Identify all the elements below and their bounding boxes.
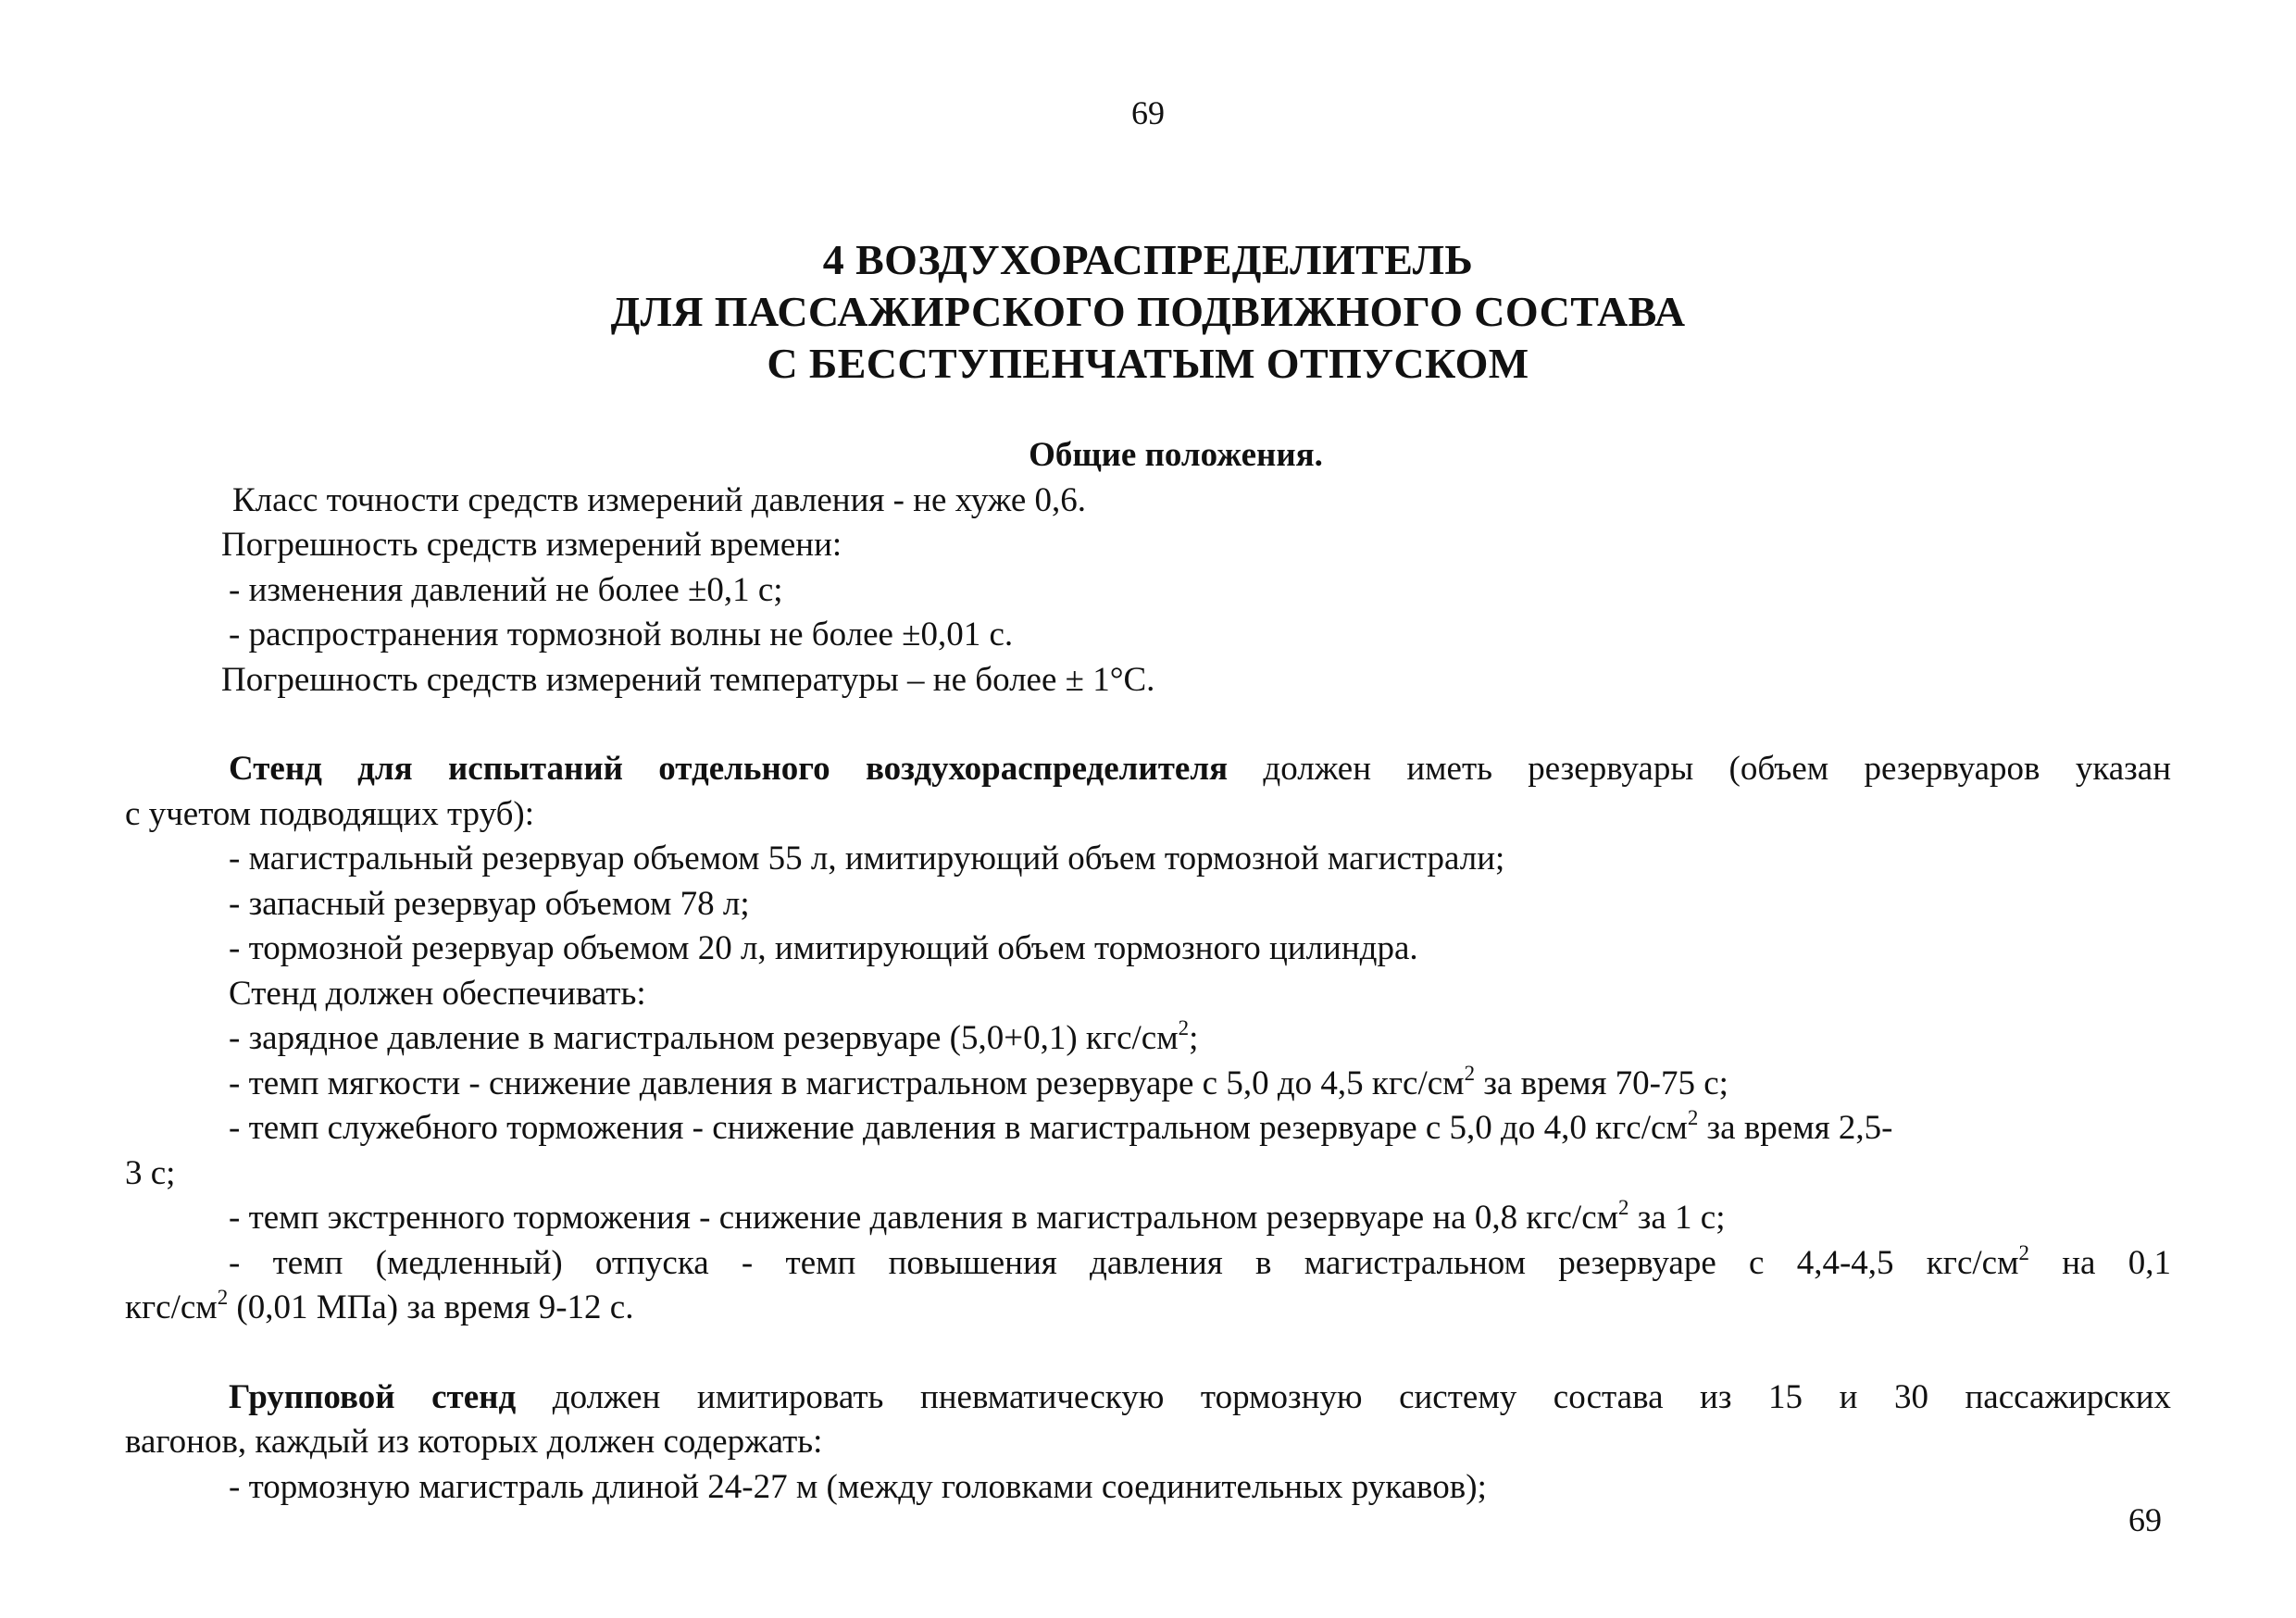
emergency-braking-item <box>125 1196 2171 1241</box>
paragraph-gap <box>125 703 2171 747</box>
release-rate-end: на 0,1 <box>2028 1243 2171 1282</box>
release-rate-text: - темп (медленный) отпуска - темп повышения давления в магистральном резервуаре с 4,4-4,5 кгс/см <box>229 1243 2019 1282</box>
stand-intro-line-1 <box>125 747 2171 792</box>
softness-rate-text: - темп мягкости - снижение давления в магистральном резервуаре с 5,0 до 4,5 кгс/см <box>229 1064 1465 1102</box>
group-stand-bold-lead: Групповой стенд <box>229 1377 517 1416</box>
softness-rate-superscript: 2 <box>1464 1061 1476 1085</box>
stand-intro-rest: должен иметь резервуары (объем резервуаров указан <box>1263 750 2172 788</box>
group-stand-rest: должен имитировать пневматическую тормозную систему состава из 15 и 30 пассажирских <box>552 1377 2172 1416</box>
charge-pressure-end: ; <box>1189 1019 1199 1057</box>
release-rate-unit: кгс/см <box>125 1288 218 1326</box>
time-error-heading: Погрешность средств измерений времени: <box>221 526 842 564</box>
service-braking-item-continued: 3 с; <box>125 1153 176 1192</box>
pressure-change-error-item: - изменения давлений не более ±0,1 с; <box>229 570 783 609</box>
softness-rate-item <box>125 1062 2171 1107</box>
release-rate-superscript: 2 <box>2018 1240 2029 1264</box>
temperature-error-text: Погрешность средств измерений температуры – не более ± 1°С. <box>221 660 1155 699</box>
release-rate-unit-superscript: 2 <box>217 1286 229 1310</box>
group-stand-line-1 <box>125 1375 2171 1421</box>
emergency-braking-superscript: 2 <box>1618 1196 1629 1220</box>
chapter-title-line-1: 4 ВОЗДУХОРАСПРЕДЕЛИТЕЛЬ <box>822 236 1474 283</box>
service-braking-end: за время 2,5- <box>1698 1109 1893 1147</box>
stand-intro-bold-lead: Стенд для испытаний отдельного воздухораспределителя <box>229 750 1229 788</box>
page-number-bottom: 69 <box>2128 1501 2162 1538</box>
chapter-title <box>0 234 2296 390</box>
charge-pressure-item <box>125 1016 2171 1062</box>
paragraph-gap <box>125 1331 2171 1375</box>
page-number-top: 69 <box>1131 94 1165 131</box>
document-body <box>125 433 2171 1510</box>
pressure-accuracy-text: Класс точности средств измерений давления - не хуже 0,6. <box>232 480 1087 519</box>
main-reservoir-item: - магистральный резервуар объемом 55 л, имитирующий объем тормозной магистрали; <box>229 840 1505 877</box>
stand-intro-line-2: с учетом подводящих труб): <box>125 794 535 833</box>
release-rate-time: (0,01 МПа) за время 9-12 с. <box>228 1288 634 1326</box>
release-rate-item-continued <box>125 1286 2171 1331</box>
group-stand-line-2: вагонов, каждый из которых должен содержать: <box>125 1423 823 1461</box>
emergency-braking-end: за 1 с; <box>1628 1199 1726 1237</box>
service-braking-text: - темп служебного торможения - снижение давления в магистральном резервуаре с 5,0 до 4,0 кгс/см <box>229 1109 1688 1147</box>
general-provisions-heading: Общие положения. <box>1029 436 1323 474</box>
emergency-braking-text: - темп экстренного торможения - снижение давления в магистральном резервуаре на 0,8 кгс/см <box>229 1199 1619 1237</box>
stand-requirements-heading: Стенд должен обеспечивать: <box>229 974 646 1013</box>
charge-pressure-superscript: 2 <box>1178 1016 1190 1040</box>
chapter-title-line-2: ДЛЯ ПАССАЖИРСКОГО ПОДВИЖНОГО СОСТАВА <box>610 288 1686 335</box>
brake-line-item: - тормозную магистраль длиной 24-27 м (между головками соединительных рукавов); <box>229 1467 1487 1506</box>
service-braking-item <box>125 1106 2171 1151</box>
release-rate-item <box>125 1241 2171 1287</box>
brake-reservoir-item: - тормозной резервуар объемом 20 л, имитирующий объем тормозного цилиндра. <box>229 929 1418 967</box>
spare-reservoir-item: - запасный резервуар объемом 78 л; <box>229 884 750 923</box>
wave-propagation-error-item: - распространения тормозной волны не более ±0,01 с. <box>229 616 1014 653</box>
chapter-title-line-3: С БЕССТУПЕНЧАТЫМ ОТПУСКОМ <box>767 340 1529 387</box>
charge-pressure-text: - зарядное давление в магистральном резервуаре (5,0+0,1) кгс/см <box>229 1019 1179 1057</box>
softness-rate-end: за время 70-75 с; <box>1475 1064 1728 1102</box>
service-braking-superscript: 2 <box>1687 1106 1699 1130</box>
